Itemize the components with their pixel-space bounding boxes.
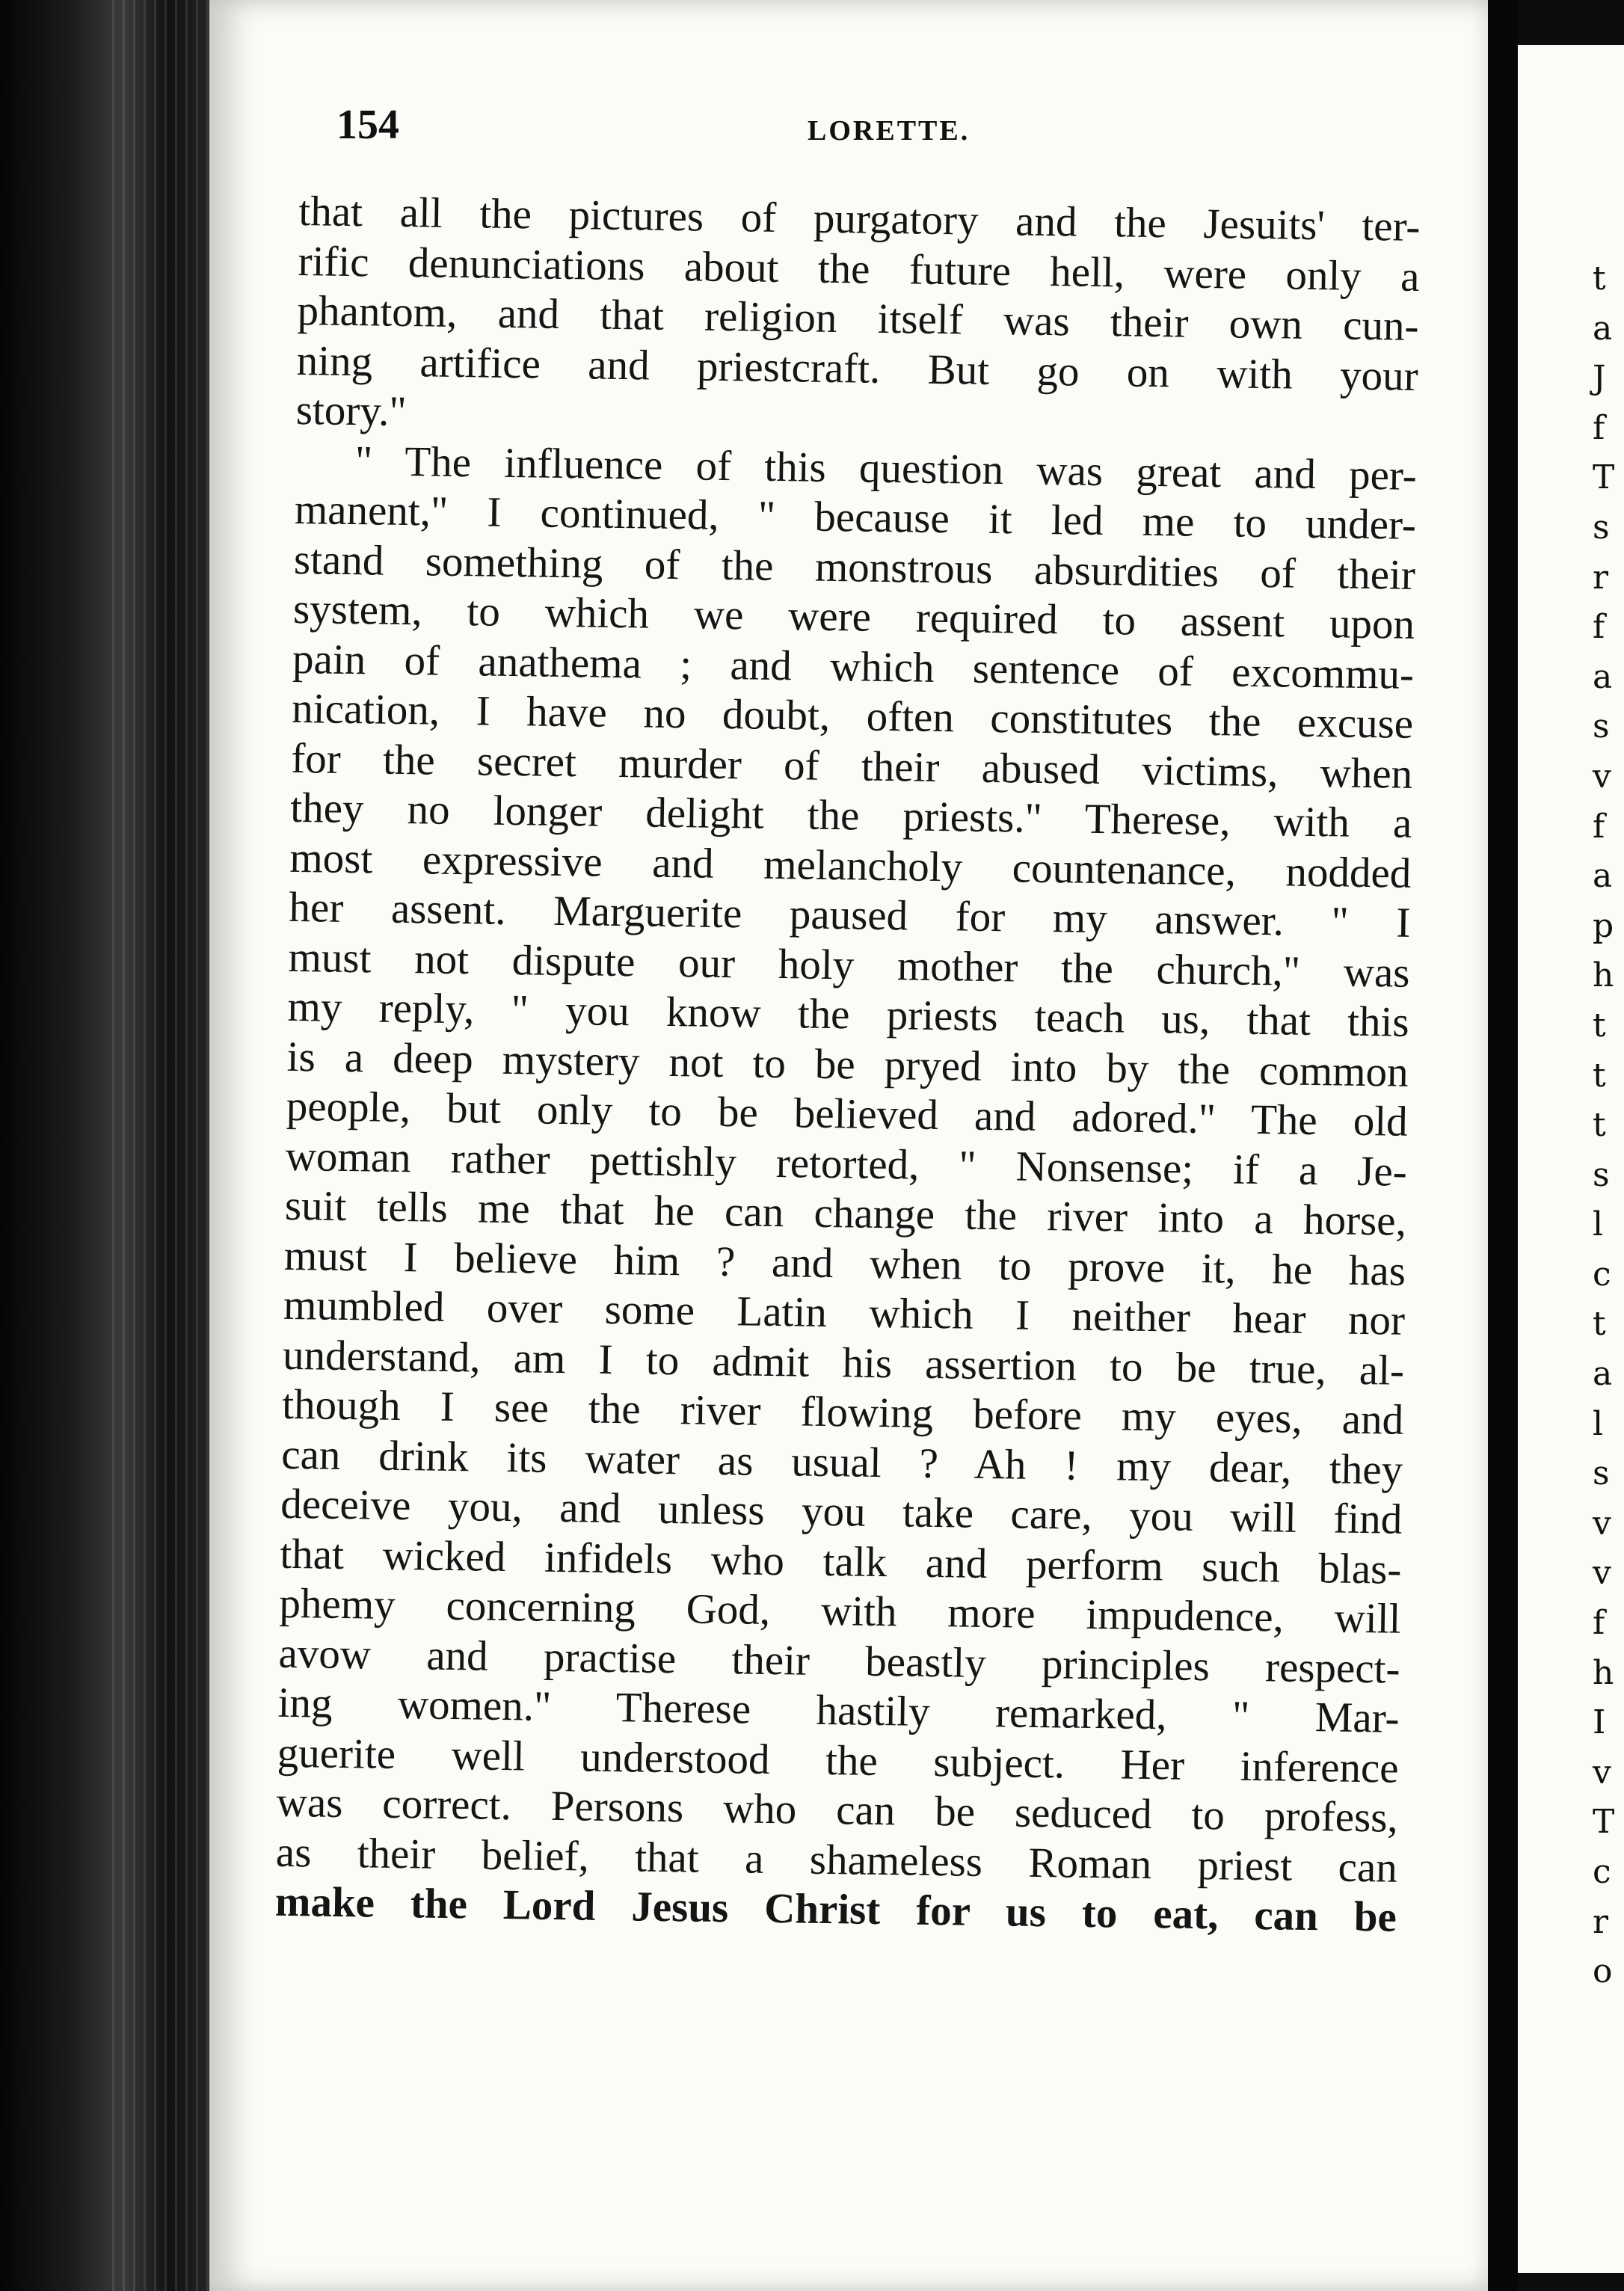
text-line: avow and practise their beastly principles respect-	[278, 1629, 1400, 1693]
edge-letter: v	[1593, 1554, 1611, 1593]
text-line: stand something of the monstrous absurdities of their	[293, 535, 1416, 599]
edge-letter: v	[1593, 1753, 1611, 1792]
text-line: phemy concerning God, with more impudence, will	[279, 1579, 1401, 1643]
text-line: as their belief, that a shameless Roman priest can	[275, 1828, 1398, 1892]
text-line: pain of anathema ; and which sentence of excommu-	[292, 635, 1415, 698]
text-line: guerite well understood the subject. Her inference	[277, 1729, 1400, 1792]
edge-letter: s	[1593, 1454, 1610, 1493]
text-line: suit tells me that he can change the river into a horse,	[284, 1181, 1407, 1245]
text-line: manent," I continued, " because it led me to under-	[294, 485, 1417, 549]
edge-letter: t	[1593, 1305, 1606, 1344]
edge-letter: l	[1593, 1205, 1604, 1244]
page-number: 154	[336, 102, 399, 148]
text-line: deceive you, and unless you take care, you will find	[280, 1480, 1403, 1543]
edge-letter: a	[1593, 1355, 1613, 1394]
edge-letter: I	[1593, 1703, 1606, 1742]
edge-letter: t	[1593, 259, 1606, 298]
text-line: can drink its water as usual ? Ah ! my dear, they	[280, 1430, 1403, 1494]
text-line: understand, am I to admit his assertion to be true, al-	[282, 1331, 1405, 1394]
text-line: " The influence of this question was great and per-	[354, 437, 1418, 499]
text-line: is a deep mystery not to be pryed into by the common	[286, 1033, 1409, 1096]
text-line: though I see the river flowing before my eyes, and	[281, 1380, 1404, 1444]
edge-letter: f	[1593, 608, 1605, 647]
right-page-letters	[1593, 254, 1624, 1997]
edge-letter: T	[1593, 458, 1615, 497]
edge-letter: v	[1593, 757, 1611, 796]
edge-letter: J	[1593, 359, 1606, 398]
text-line: make the Lord Jesus Christ for us to eat, can be	[274, 1878, 1397, 1941]
text-line: ing women." Therese hastily remarked, " Mar-	[277, 1679, 1400, 1742]
edge-letter: r	[1593, 558, 1609, 597]
text-line: mumbled over some Latin which I neither hear nor	[283, 1281, 1406, 1344]
text-line: her assent. Marguerite paused for my answer. " I	[289, 883, 1411, 947]
edge-letter: l	[1593, 1404, 1604, 1443]
text-line: that all the pictures of purgatory and the Jesuits' ter-	[298, 187, 1421, 250]
text-line: nication, I have no doubt, often constitutes the excuse	[291, 684, 1414, 748]
text-line: woman rather pettishly retorted, " Nonsense; if a Je-	[285, 1132, 1408, 1196]
edge-letter: t	[1593, 1106, 1606, 1145]
running-head: LORETTE.	[808, 115, 971, 147]
edge-letter: h	[1593, 1653, 1614, 1692]
edge-letter: v	[1593, 1504, 1611, 1543]
text-line: my reply, " you know the priests teach us, that this	[287, 982, 1409, 1046]
page-gutter	[1488, 0, 1518, 2291]
text-line: they no longer delight the priests." Therese, with a	[289, 784, 1412, 847]
text-line: most expressive and melancholy countenance, nodded	[289, 834, 1412, 897]
edge-letter: p	[1593, 906, 1614, 945]
edge-letter: c	[1593, 1255, 1611, 1294]
text-line: was correct. Persons who can be seduced to profess,	[276, 1778, 1399, 1842]
text-line: people, but only to be believed and adored." The old	[286, 1082, 1409, 1146]
page-edges	[112, 0, 217, 2291]
edge-letter: t	[1593, 1006, 1606, 1045]
body-text	[275, 187, 1421, 1943]
page-header	[336, 101, 1421, 161]
edge-letter: f	[1593, 807, 1605, 846]
text-line: system, to which we were required to assent upon	[292, 585, 1415, 648]
text-line: must not dispute our holy mother the church," was	[288, 933, 1410, 997]
edge-letter: s	[1593, 1155, 1610, 1194]
text-line: for the secret murder of their abused victims, when	[290, 734, 1413, 798]
edge-letter: t	[1593, 1056, 1606, 1095]
text-line: phantom, and that religion itself was their own cun-	[297, 286, 1419, 350]
edge-letter: r	[1593, 1902, 1609, 1941]
edge-letter: a	[1593, 657, 1613, 696]
edge-letter: s	[1593, 508, 1610, 547]
edge-letter: a	[1593, 309, 1613, 348]
text-line: story."	[295, 386, 407, 436]
text-line: that wicked infidels who talk and perform such blas-	[280, 1530, 1402, 1593]
text-line: ning artifice and priestcraft. But go on with your	[296, 336, 1419, 400]
text-line: rific denunciations about the future hell, were only a	[298, 237, 1420, 301]
edge-letter: o	[1593, 1952, 1613, 1991]
edge-letter: f	[1593, 408, 1605, 447]
edge-letter: h	[1593, 956, 1614, 995]
text-line: must I believe him ? and when to prove it, he has	[283, 1231, 1406, 1295]
edge-letter: T	[1593, 1803, 1615, 1842]
edge-letter: c	[1593, 1853, 1611, 1891]
edge-letter: s	[1593, 707, 1610, 746]
edge-letter: a	[1593, 857, 1613, 896]
edge-letter: f	[1593, 1604, 1605, 1643]
